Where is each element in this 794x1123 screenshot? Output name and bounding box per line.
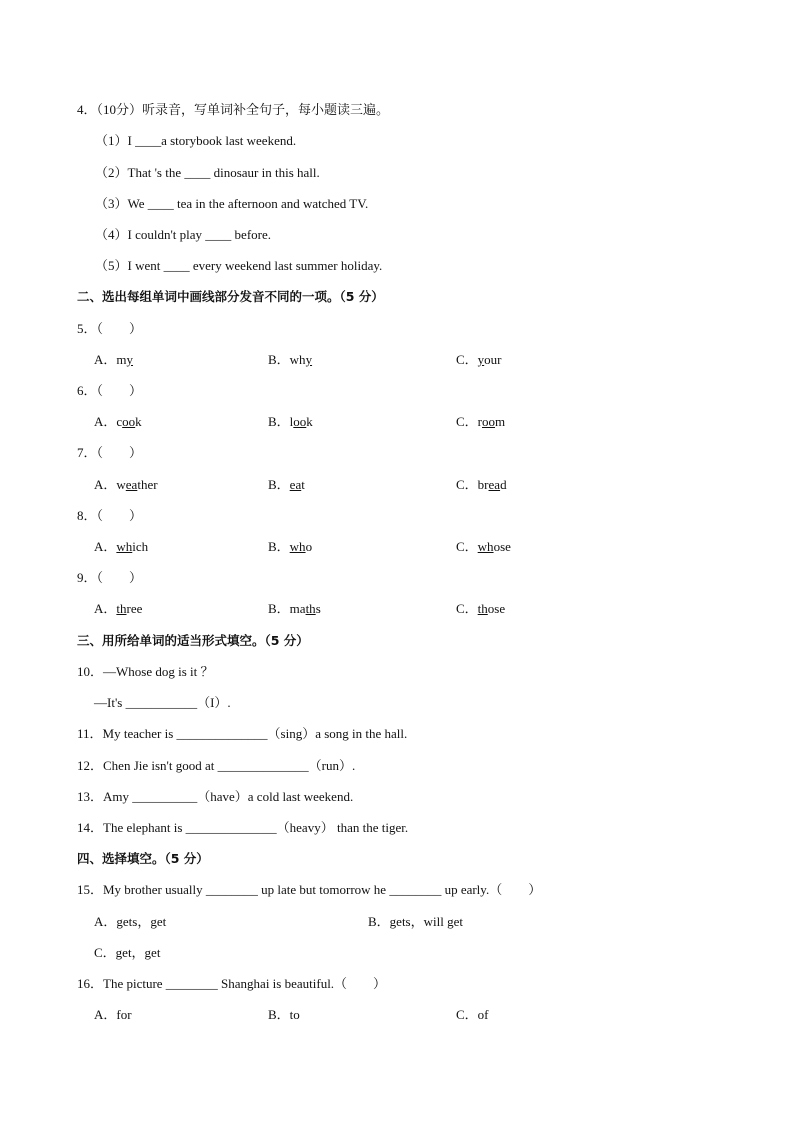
section2-title: 二、选出每组单词中画线部分发音不同的一项。（5 分） bbox=[77, 289, 384, 304]
q5-option-c: C．your bbox=[456, 352, 502, 367]
q5-option-a: A．my bbox=[94, 352, 134, 367]
q8-option-a: A．which bbox=[94, 539, 149, 554]
q11: 11．My teacher is ______________（sing）a song in the hall. bbox=[77, 726, 408, 741]
q16-stem: 16．The picture ________ Shanghai is beautiful.（ ） bbox=[77, 976, 387, 991]
q5-option-b: B．why bbox=[268, 352, 313, 367]
q4-item-3: （3）We ____ tea in the afternoon and watched TV. bbox=[95, 196, 369, 211]
section4-title: 四、选择填空。（5 分） bbox=[77, 851, 209, 866]
q7-stem: 7．（ ） bbox=[77, 445, 143, 460]
q8-option-b: B．who bbox=[268, 539, 313, 554]
q6-stem: 6．（ ） bbox=[77, 383, 143, 398]
q4-item-4: （4）I couldn't play ____ before. bbox=[95, 227, 271, 242]
q7-option-b: B．eat bbox=[268, 477, 305, 492]
q4-title: 4．（10分）听录音，写单词补全句子，每小题读三遍。 bbox=[77, 102, 390, 117]
q16-option-b: B．to bbox=[268, 1007, 300, 1022]
q4-item-2: （2）That 's the ____ dinosaur in this hall. bbox=[95, 165, 320, 180]
q6-option-a: A．cook bbox=[94, 414, 142, 429]
q9-option-c: C．those bbox=[456, 601, 506, 616]
q6-option-b: B．look bbox=[268, 414, 313, 429]
q15-option-c: C．get，get bbox=[94, 945, 161, 960]
q16-option-a: A．for bbox=[94, 1007, 132, 1022]
q8-option-c: C．whose bbox=[456, 539, 511, 554]
q10-stem: 10．—Whose dog is it ？ bbox=[77, 664, 214, 679]
q9-option-a: A．three bbox=[94, 601, 143, 616]
q10-answer-line: —It's ___________（I）. bbox=[94, 695, 231, 710]
q7-option-c: C．bread bbox=[456, 477, 507, 492]
q15-option-a: A．gets，get bbox=[94, 914, 167, 929]
q5-stem: 5．（ ） bbox=[77, 321, 143, 336]
q16-option-c: C．of bbox=[456, 1007, 489, 1022]
q14: 14．The elephant is ______________（heavy） than the tiger. bbox=[77, 820, 409, 835]
q6-option-c: C．room bbox=[456, 414, 506, 429]
q9-stem: 9．（ ） bbox=[77, 570, 143, 585]
q8-stem: 8．（ ） bbox=[77, 508, 143, 523]
q13: 13．Amy __________（have）a cold last weekend. bbox=[77, 789, 354, 804]
q7-option-a: A．weather bbox=[94, 477, 158, 492]
q4-item-1: （1）I ____a storybook last weekend. bbox=[95, 133, 297, 148]
q15-stem: 15．My brother usually ________ up late but tomorrow he ________ up early.（ ） bbox=[77, 882, 542, 897]
q4-item-5: （5）I went ____ every weekend last summer holiday. bbox=[95, 258, 383, 273]
q12: 12．Chen Jie isn't good at ______________（run）. bbox=[77, 758, 356, 773]
section3-title: 三、用所给单词的适当形式填空。（5 分） bbox=[77, 633, 309, 648]
q15-option-b: B．gets，will get bbox=[368, 914, 463, 929]
q9-option-b: B．maths bbox=[268, 601, 321, 616]
